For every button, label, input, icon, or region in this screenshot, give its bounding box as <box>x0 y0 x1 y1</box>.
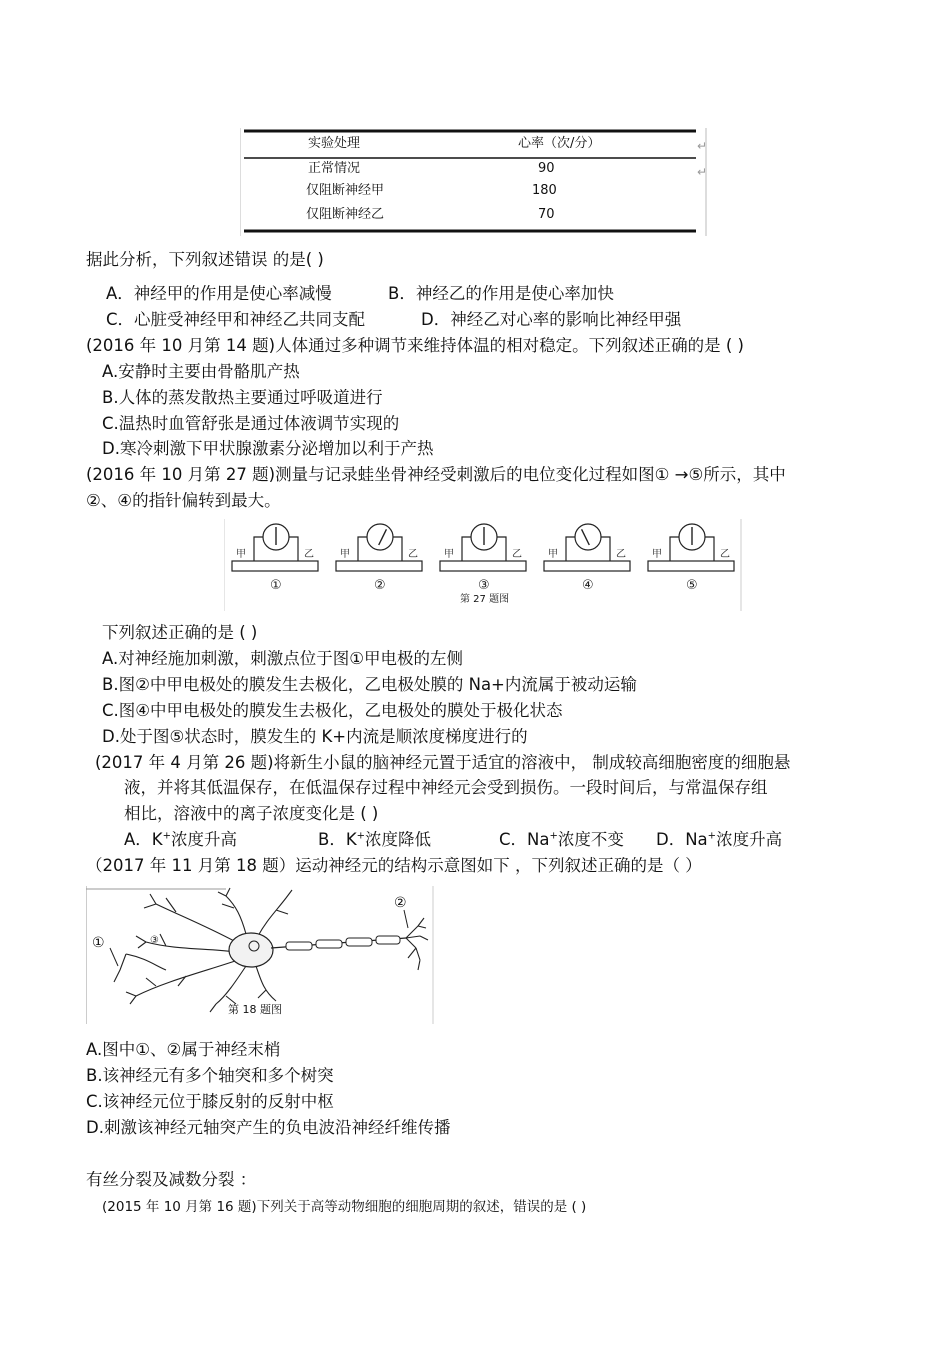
electrode-label-left: 甲 <box>236 549 246 560</box>
option-b: B.该神经元有多个轴突和多个树突 <box>86 1066 334 1085</box>
electrode-wire <box>254 537 263 561</box>
electrode-wire <box>393 537 402 561</box>
option-c: C.温热时血管舒张是通过体液调节实现的 <box>102 414 400 433</box>
electrode-wire <box>705 537 714 561</box>
electrode-label-left: 甲 <box>444 549 454 560</box>
option-a: A.图中①、②属于神经末梢 <box>86 1040 281 1059</box>
table-row-value: 90 <box>538 161 555 176</box>
question-stem: (2016 年 10 月第 27 题)测量与记录蛙坐骨神经受刺激后的电位变化过程如图① →⑤所示，其中 <box>86 465 786 484</box>
option-a: A.安静时主要由骨骼肌产热 <box>102 362 300 381</box>
electrode-figure <box>224 519 742 611</box>
panel-number: ③ <box>478 578 490 593</box>
table-row-value: 180 <box>532 183 557 198</box>
question-stem: (2015 年 10 月第 16 题)下列关于高等动物细胞的细胞周期的叙述，错误的是 ( ) <box>102 1199 587 1215</box>
question-stem: （2017 年 11 月第 18 题）运动神经元的结构示意图如下 ，下列叙述正确的是（ ） <box>86 856 702 875</box>
table-row-label: 仅阻断神经甲 <box>306 183 385 198</box>
electrode-wire <box>670 537 679 561</box>
nerve-fiber <box>440 561 526 571</box>
option-b-ion: B．K <box>318 830 357 849</box>
option-c: C．心脏受神经甲和神经乙共同支配 <box>106 310 366 329</box>
option-a-text: 浓度升高 <box>171 830 237 849</box>
electrode-label-right: 乙 <box>408 549 418 560</box>
electrode-label-right: 乙 <box>720 549 730 560</box>
galvanometer <box>575 524 601 550</box>
option-a: A.对神经施加刺激，刺激点位于图①甲电极的左侧 <box>102 649 464 668</box>
electrode-label-right: 乙 <box>616 549 626 560</box>
electrode-wire <box>497 537 506 561</box>
option-b: B.人体的蒸发散热主要通过呼吸道进行 <box>102 388 383 407</box>
charge-sup: + <box>549 830 558 842</box>
heart-rate-table <box>240 128 707 236</box>
question-stem-cont: 液，并将其低温保存，在低温保存过程中神经元会受到损伤。一段时间后，与常温保存组 <box>124 778 768 797</box>
option-b: B.图②中甲电极处的膜发生去极化，乙电极处膜的 Na+内流属于被动运输 <box>102 675 637 694</box>
electrode-wire <box>358 537 367 561</box>
galvanometer <box>367 524 393 550</box>
electrode-wire <box>566 537 575 561</box>
table-row-value: 70 <box>538 207 555 222</box>
option-b <box>318 829 431 851</box>
svg-text:↵: ↵ <box>697 165 707 179</box>
charge-sup: + <box>707 830 717 842</box>
label-2: ② <box>394 895 407 911</box>
panel-number: ⑤ <box>686 578 698 593</box>
option-c: C.该神经元位于膝反射的反射中枢 <box>86 1092 334 1111</box>
label-1: ① <box>92 935 105 951</box>
question-prompt: 下列叙述正确的是 ( ) <box>102 623 258 642</box>
panel-number: ② <box>374 578 386 593</box>
option-d: D.刺激该神经元轴突产生的负电波沿神经纤维传播 <box>86 1118 451 1137</box>
label-3: ③ <box>150 935 159 946</box>
option-c: C.图④中甲电极处的膜发生去极化，乙电极处的膜处于极化状态 <box>102 701 563 720</box>
charge-sup: + <box>162 830 171 842</box>
neuron-figure <box>86 886 434 1024</box>
option-c <box>499 829 624 851</box>
nerve-fiber <box>232 561 318 571</box>
option-d: D.处于图⑤状态时，膜发生的 K+内流是顺浓度梯度进行的 <box>102 727 528 746</box>
section-title: 有丝分裂及减数分裂 ： <box>86 1170 257 1189</box>
figure-caption: 第 18 题图 <box>228 1003 282 1016</box>
option-d-ion: D．Na <box>656 830 708 849</box>
pointer-line-1 <box>110 948 118 966</box>
option-a <box>124 829 237 851</box>
option-d <box>656 829 782 851</box>
option-d: D.寒冷刺激下甲状腺激素分泌增加以利于产热 <box>102 439 434 458</box>
option-c-text: 浓度不变 <box>557 830 624 849</box>
option-d-text: 浓度升高 <box>716 830 783 849</box>
table-row-label: 仅阻断神经乙 <box>306 207 385 222</box>
table-header-treatment: 实验处理 <box>308 136 361 151</box>
electrode-label-left: 甲 <box>548 549 558 560</box>
electrode-wire <box>462 537 471 561</box>
option-a-ion: A．K <box>124 830 163 849</box>
svg-text:↵: ↵ <box>697 139 707 153</box>
table-row-label: 正常情况 <box>308 161 361 176</box>
question-stem: 据此分析，下列叙述错误 的是( ) <box>86 250 324 269</box>
question-stem: (2017 年 4 月第 26 题)将新生小鼠的脑神经元置于适宜的溶液中， 制成较高细胞密度的细胞悬 <box>95 753 791 772</box>
option-b: B．神经乙的作用是使心率加快 <box>388 284 614 303</box>
question-stem: (2016 年 10 月第 14 题)人体通过多种调节来维持体温的相对稳定。下列叙述正确的是 ( ) <box>86 336 744 355</box>
option-d: D．神经乙对心率的影响比神经甲强 <box>421 310 682 329</box>
electrode-label-left: 甲 <box>652 549 662 560</box>
panel-number: ④ <box>582 578 594 593</box>
nerve-fiber <box>336 561 422 571</box>
electrode-label-right: 乙 <box>304 549 314 560</box>
figure-caption: 第 27 题图 <box>460 594 510 605</box>
option-c-ion: C．Na <box>499 830 550 849</box>
question-stem-cont: 相比，溶液中的离子浓度变化是 ( ) <box>124 804 379 823</box>
axon-terminals <box>406 918 428 970</box>
electrode-wire <box>601 537 610 561</box>
nerve-fiber <box>544 561 630 571</box>
option-b-text: 浓度降低 <box>365 830 432 849</box>
electrode-label-right: 乙 <box>512 549 522 560</box>
electrode-wire <box>289 537 298 561</box>
charge-sup: + <box>356 830 366 842</box>
option-a: A．神经甲的作用是使心率减慢 <box>106 284 332 303</box>
nerve-fiber <box>648 561 734 571</box>
table-header-heart-rate: 心率（次/分） <box>518 136 601 151</box>
question-stem-cont: ②、④的指针偏转到最大。 <box>86 491 281 510</box>
panel-number: ① <box>270 578 282 593</box>
electrode-label-left: 甲 <box>340 549 350 560</box>
